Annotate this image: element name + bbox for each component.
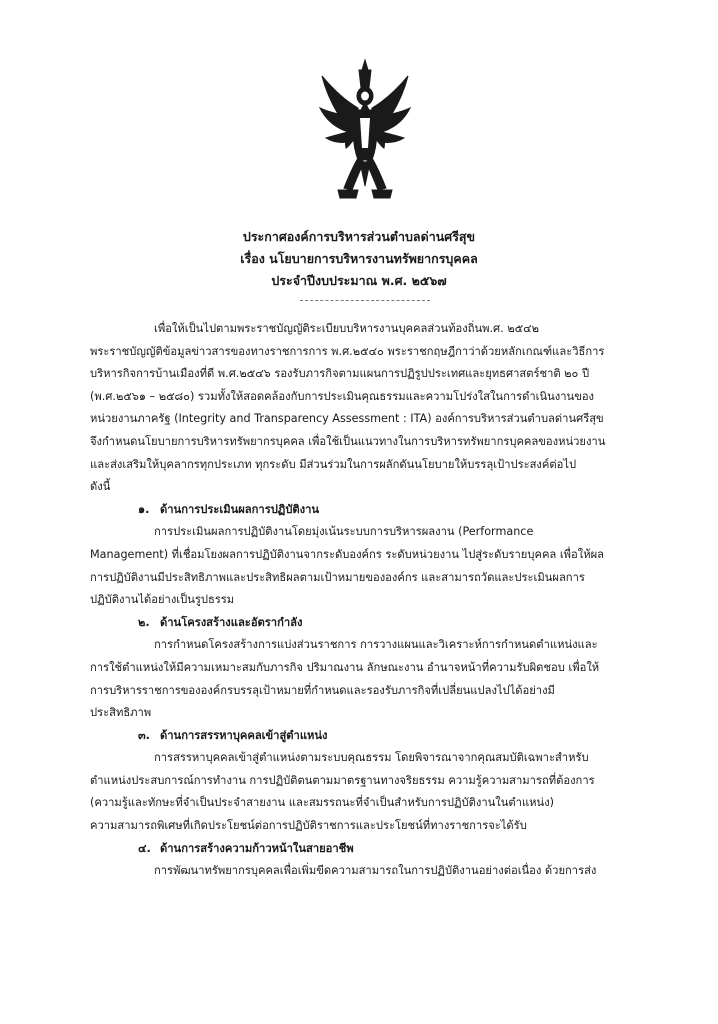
section-heading xyxy=(90,612,668,635)
section-title: ด้านโครงสร้างและอัตรากำลัง xyxy=(160,615,303,629)
intro-line: จึงกำหนดนโยบายการบริหารทรัพยากรบุคคล เพื่อใช้เป็นแนวทางในการบริหารทรัพยากรบุคคลของหน่วยงาน xyxy=(90,434,606,448)
intro-line: บริหารกิจการบ้านเมืองที่ดี พ.ศ.๒๕๔๖ รองรับภารกิจตามแผนการปฏิรูปประเทศและยุทธศาสตร์ชาติ ๒๐ ปี xyxy=(90,367,590,381)
header-divider xyxy=(300,300,430,301)
section-line: ความสามารถพิเศษที่เกิดประโยชน์ต่อการปฏิบัติราชการและประโยชน์ที่ทางราชการจะได้รับ xyxy=(90,819,527,833)
section-heading xyxy=(90,838,668,861)
section-line: การสรรหาบุคคลเข้าสู่ตำแหน่งตามระบบคุณธรรม โดยพิจารณาจากคุณสมบัติเฉพาะสำหรับ xyxy=(154,751,589,765)
section-line: การพัฒนาทรัพยากรบุคคลเพื่อเพิ่มขีดความสามารถในการปฏิบัติงานอย่างต่อเนื่อง ด้วยการส่ง xyxy=(154,864,597,878)
intro-line: หน่วยงานภาครัฐ (Integrity and Transparency Assessment : ITA) องค์การบริหารส่วนตำบลด่านศรีสุข xyxy=(90,412,604,426)
section-line: ประสิทธิภาพ xyxy=(90,706,152,720)
intro-line: ดังนี้ xyxy=(90,480,111,494)
section-line: Management) ที่เชื่อมโยงผลการปฏิบัติงานจากระดับองค์กร ระดับหน่วยงาน ไปสู่ระดับรายบุคคล เพื่อให้ผล xyxy=(90,547,605,561)
section-heading xyxy=(90,725,668,748)
garuda-emblem-icon xyxy=(318,58,412,208)
intro-paragraph xyxy=(90,318,668,883)
section-line: การกำหนดโครงสร้างการแบ่งส่วนราชการ การวางแผนและวิเคราะห์การกำหนดตำแหน่งและ xyxy=(154,638,598,652)
section-title: ด้านการสร้างความก้าวหน้าในสายอาชีพ xyxy=(160,841,354,855)
intro-line: พระราชบัญญัติข้อมูลข่าวสารของทางราชการการ พ.ศ.๒๕๔๐ พระราชกฤษฎีกาว่าด้วยหลักเกณฑ์และวิธีการ xyxy=(90,344,605,358)
section-line: การบริหารราชการขององค์กรบรรลุเป้าหมายที่กำหนดและรองรับภารกิจที่เปลี่ยนแปลงไปได้อย่างมี xyxy=(90,683,555,697)
section-number: ๓. xyxy=(138,728,150,742)
intro-line: (พ.ศ.๒๕๖๑ – ๒๕๘๐) รวมทั้งให้สอดคล้องกับการประเมินคุณธรรมและความโปร่งใสในการดำเนินงานของ xyxy=(90,389,595,403)
section-heading xyxy=(90,499,668,522)
intro-line: เพื่อให้เป็นไปตามพระราชบัญญัติระเบียบบริหารงานบุคคลส่วนท้องถิ่นพ.ศ. ๒๕๔๒ xyxy=(154,322,539,335)
section-title: ด้านการประเมินผลการปฏิบัติงาน xyxy=(160,502,320,516)
header-subject: เรื่อง นโยบายการบริหารงานทรัพยากรบุคคล xyxy=(240,251,478,266)
intro-line: และส่งเสริมให้บุคลากรทุกประเภท ทุกระดับ มีส่วนร่วมในการผลักดันนโยบายให้บรรลุเป้าประสงค์ต่อไป xyxy=(90,457,577,471)
section-line: การปฏิบัติงานมีประสิทธิภาพและประสิทธิผลตามเป้าหมายขององค์กร และสามารถวัดและประเมินผลการ xyxy=(90,570,585,584)
section-number: ๑. xyxy=(138,502,150,516)
section-line: ตำแหน่งประสบการณ์การทำงาน การปฏิบัติตนตามมาตรฐานทางจริยธรรม ความรู้ความสามารถที่ต้องการ xyxy=(90,773,595,787)
section-line: การใช้ตำแหน่งให้มีความเหมาะสมกับภารกิจ ปริมาณงาน ลักษณะงาน อำนาจหน้าที่ความรับผิดชอบ เพื่อให้ xyxy=(90,660,600,674)
section-line: ปฏิบัติงานได้อย่างเป็นรูปธรรม xyxy=(90,593,235,607)
section-line: การประเมินผลการปฏิบัติงานโดยมุ่งเน้นระบบการบริหารผลงาน (Performance xyxy=(154,525,534,539)
section-line: (ความรู้และทักษะที่จำเป็นประจำสายงาน และสมรรถนะที่จำเป็นสำหรับการปฏิบัติงานในตำแหน่ง) xyxy=(90,796,555,810)
header-fiscal-year: ประจำปีงบประมาณ พ.ศ. ๒๕๖๗ xyxy=(271,273,447,288)
section-title: ด้านการสรรหาบุคคลเข้าสู่ตำแหน่ง xyxy=(160,728,328,742)
header-organization: ประกาศองค์การบริหารส่วนตำบลด่านศรีสุข xyxy=(242,229,476,244)
section-number: ๒. xyxy=(138,615,150,629)
section-number: ๔. xyxy=(138,841,151,855)
announcement-header xyxy=(0,226,718,292)
